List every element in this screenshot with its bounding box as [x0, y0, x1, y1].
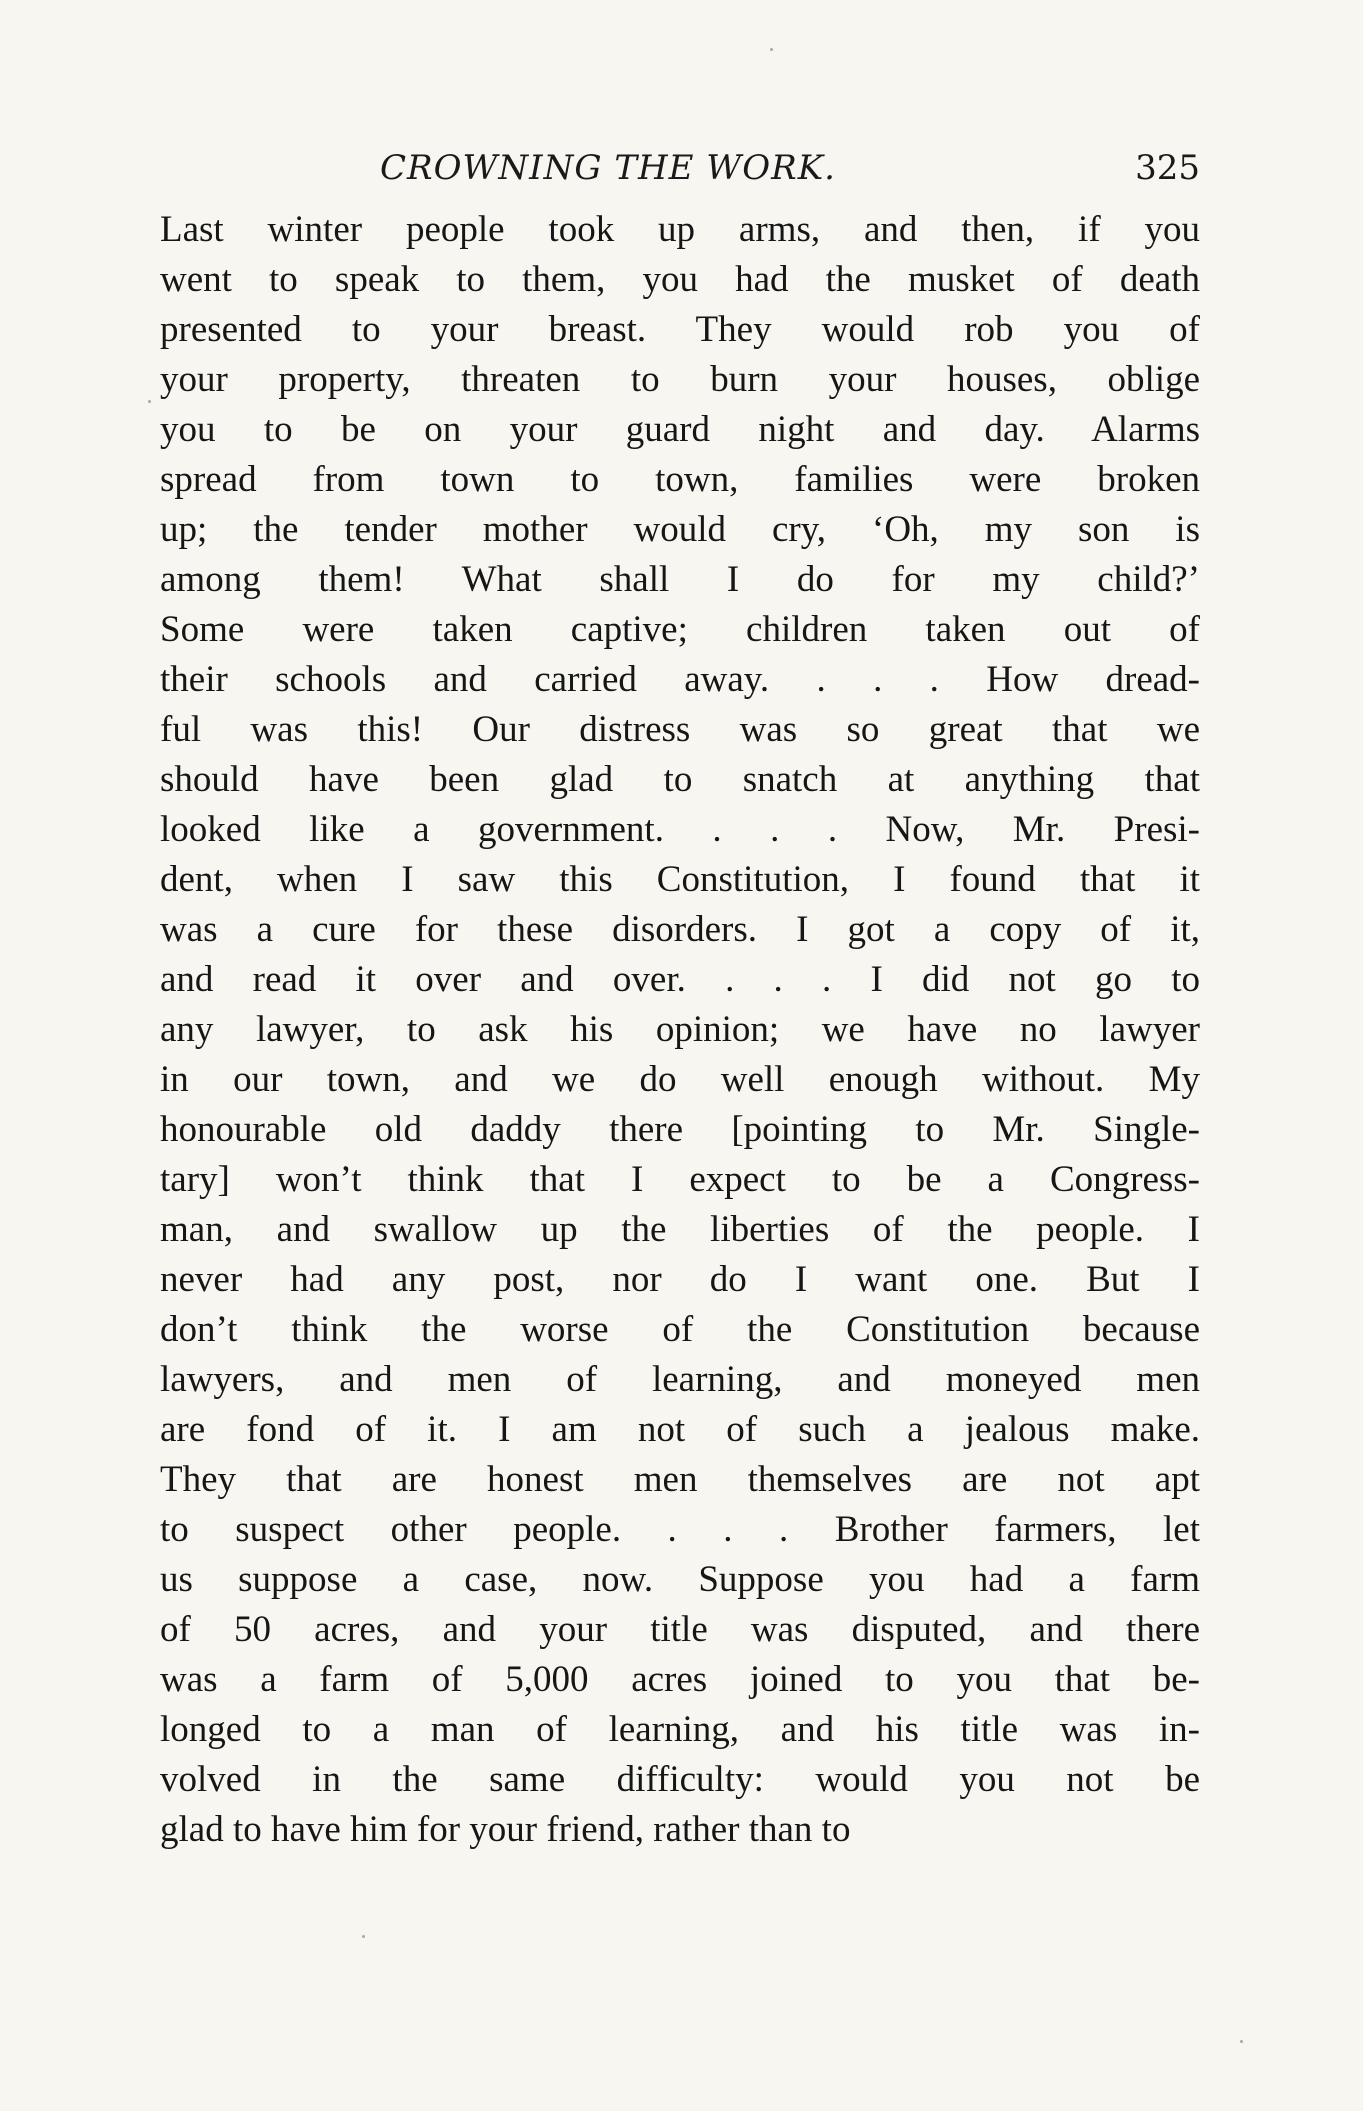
text-line: in our town, and we do well enough without. My: [160, 1059, 1200, 1100]
text-line: looked like a government. . . . Now, Mr. Presi-: [160, 809, 1200, 850]
text-line: among them! What shall I do for my child?’: [160, 559, 1200, 600]
text-line: volved in the same difficulty: would you not be: [160, 1759, 1200, 1800]
text-line: your property, threaten to burn your houses, oblige: [160, 359, 1200, 400]
text-line: They that are honest men themselves are not apt: [160, 1459, 1200, 1500]
text-line: don’t think the worse of the Constitution because: [160, 1309, 1200, 1350]
text-line: was a farm of 5,000 acres joined to you that be-: [160, 1659, 1200, 1700]
text-line: and read it over and over. . . . I did not go to: [160, 959, 1200, 1000]
text-line: are fond of it. I am not of such a jealous make.: [160, 1409, 1200, 1450]
text-line: their schools and carried away. . . . How dread-: [160, 659, 1200, 700]
text-line: went to speak to them, you had the musket of death: [160, 259, 1200, 300]
text-line: lawyers, and men of learning, and moneyed men: [160, 1359, 1200, 1400]
text-line: any lawyer, to ask his opinion; we have no lawyer: [160, 1009, 1200, 1050]
text-line: Some were taken captive; children taken out of: [160, 609, 1200, 650]
text-line: you to be on your guard night and day. Alarms: [160, 409, 1200, 450]
text-line: man, and swallow up the liberties of the people. I: [160, 1209, 1200, 1250]
text-line: ful was this! Our distress was so great that we: [160, 709, 1200, 750]
text-line: presented to your breast. They would rob you of: [160, 309, 1200, 350]
text-line: never had any post, nor do I want one. But I: [160, 1259, 1200, 1300]
body-text: [160, 205, 1200, 1855]
text-line: longed to a man of learning, and his title was in-: [160, 1709, 1200, 1750]
paper-speck: [1240, 2040, 1243, 2043]
text-line: Last winter people took up arms, and then, if you: [160, 209, 1200, 250]
running-head: [160, 140, 1200, 196]
running-title: CROWNING THE WORK.: [380, 148, 836, 188]
text-line: dent, when I saw this Constitution, I found that it: [160, 859, 1200, 900]
text-line: of 50 acres, and your title was disputed, and there: [160, 1609, 1200, 1650]
text-line: us suppose a case, now. Suppose you had a farm: [160, 1559, 1200, 1600]
page-number: 325: [1135, 148, 1200, 188]
text-line: tary] won’t think that I expect to be a Congress-: [160, 1159, 1200, 1200]
paper-speck: [362, 1935, 365, 1938]
text-line: spread from town to town, families were broken: [160, 459, 1200, 500]
text-line: honourable old daddy there [pointing to Mr. Single-: [160, 1109, 1200, 1150]
paper-speck: [148, 400, 151, 403]
text-line: should have been glad to snatch at anything that: [160, 759, 1200, 800]
text-line: was a cure for these disorders. I got a copy of it,: [160, 909, 1200, 950]
text-line: to suspect other people. . . . Brother farmers, let: [160, 1509, 1200, 1550]
text-line: up; the tender mother would cry, ‘Oh, my son is: [160, 509, 1200, 550]
paper-speck: [770, 48, 773, 51]
text-line: glad to have him for your friend, rather than to: [160, 1809, 851, 1850]
